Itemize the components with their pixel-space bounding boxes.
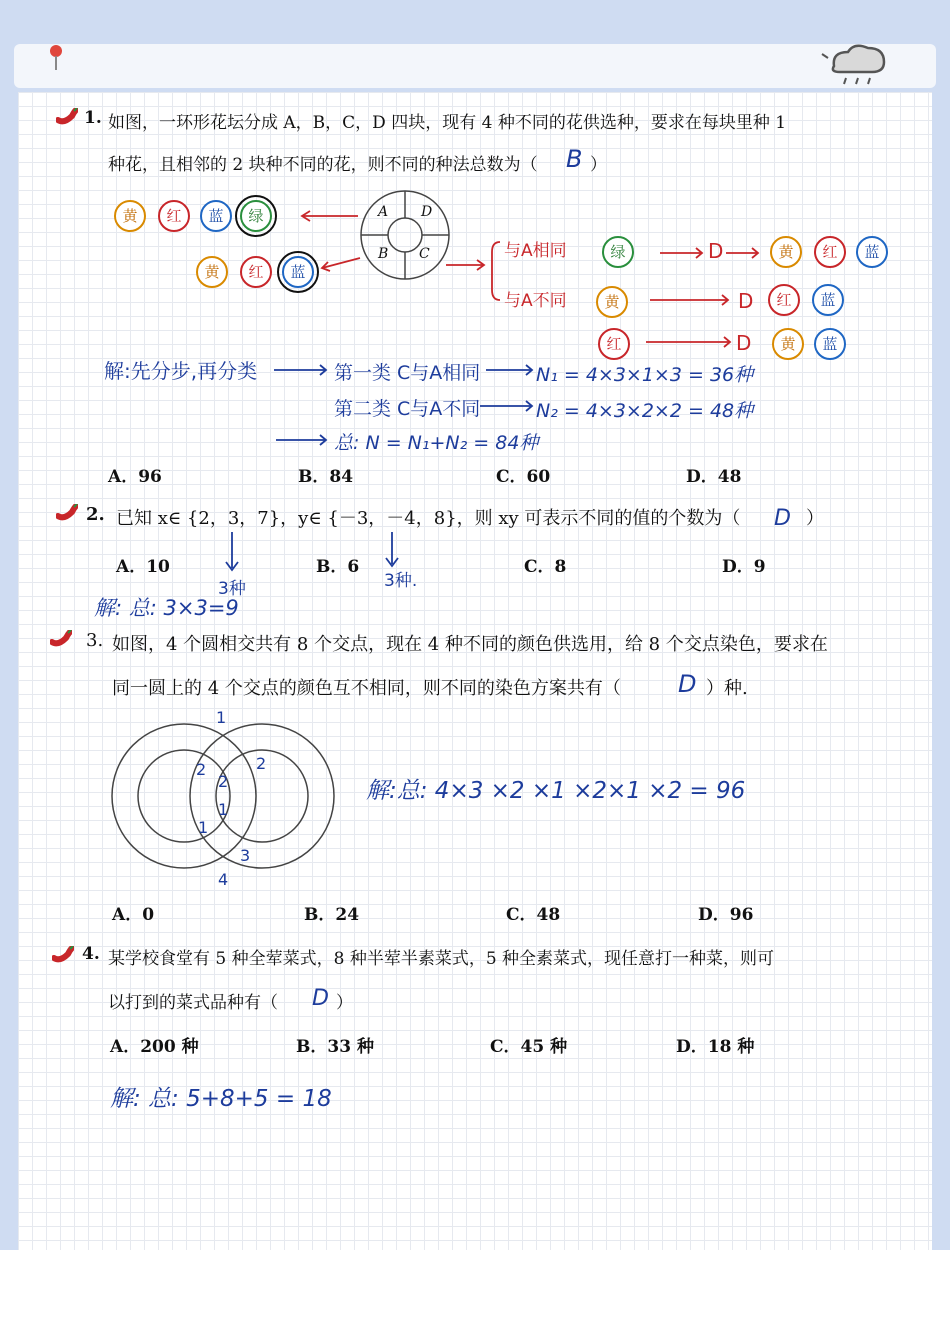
- q4-solution: 解: 总: 5+8+5 = 18: [110, 1086, 332, 1112]
- q4-line1: 某学校食堂有 5 种全荤菜式，8 种半荤半素菜式，5 种全素菜式，现任意打一种菜，则可: [108, 949, 775, 969]
- q3-line2: 同一圆上的 4 个交点的颜色互不相同，则不同的染色方案共有（: [112, 678, 621, 699]
- q1-solution-case2: 第二类 C与A不同: [334, 398, 481, 420]
- q1-b3-red: 红: [598, 328, 630, 360]
- q1-option-d: D．48: [686, 467, 742, 487]
- q3-mark-7: 3: [240, 846, 251, 865]
- pepper-icon: [52, 946, 74, 964]
- q1-label-c: C: [419, 246, 430, 262]
- q1-row2-blue: 蓝: [282, 256, 314, 288]
- q1-case-same: 与A相同: [504, 241, 567, 261]
- q1-row1-yellow: 黄: [114, 200, 146, 232]
- q4-line2: 以打到的菜式品种有（: [108, 993, 278, 1013]
- q1-option-b: B．84: [298, 467, 354, 487]
- q1-row1-blue: 蓝: [200, 200, 232, 232]
- q1-solution-head: 解:先分步,再分类: [104, 359, 258, 383]
- q3-line1: 如图，4 个圆相交共有 8 个交点，现在 4 种不同的颜色供选用，给 8 个交点染色，要求在: [112, 634, 828, 655]
- q2-note-x: 3种: [218, 579, 246, 599]
- q1-label-a: A: [378, 204, 389, 220]
- q2-option-b: B．6: [316, 557, 360, 577]
- q1-solution-total: 总: N = N₁+N₂ = 84种: [334, 432, 539, 454]
- q1-case-diff: 与A不同: [504, 291, 567, 311]
- q1-b3-yellow: 黄: [772, 328, 804, 360]
- q3-option-d: D．96: [698, 905, 754, 925]
- q1-b2-red: 红: [768, 284, 800, 316]
- q3-mark-8: 4: [218, 870, 229, 889]
- q4-line2-end: ）: [336, 993, 353, 1013]
- q3-mark-5: 1: [218, 800, 229, 819]
- q3-mark-1: 1: [216, 708, 227, 727]
- q1-b1-d: D: [708, 239, 724, 263]
- q1-label-d: D: [421, 204, 433, 220]
- q1-solution-case1-eq: N₁ = 4×3×1×3 = 36种: [536, 364, 754, 386]
- q1-option-a: A．96: [108, 467, 162, 487]
- q1-b1-yellow: 黄: [770, 236, 802, 268]
- q3-option-a: A．0: [112, 905, 155, 925]
- q1-b2-d: D: [738, 289, 754, 313]
- q1-line2-end: ）: [590, 155, 607, 175]
- q1-option-c: C．60: [496, 467, 551, 487]
- q1-number: 1.: [84, 108, 102, 128]
- q1-answer: B: [566, 145, 583, 173]
- q1-label-b: B: [378, 246, 389, 262]
- q4-option-d: D．18 种: [676, 1037, 755, 1057]
- q1-line2: 种花，且相邻的 2 块种不同的花，则不同的种法总数为（: [108, 155, 538, 175]
- rain-cloud-icon: [814, 44, 894, 88]
- q1-b3-d: D: [736, 331, 752, 355]
- q2-number: 2.: [86, 504, 105, 525]
- q3-line2-end: ）种.: [706, 678, 748, 699]
- q2-option-d: D．9: [722, 557, 766, 577]
- pepper-icon: [56, 108, 78, 126]
- q1-row1-green: 绿: [240, 200, 272, 232]
- q3-answer: D: [678, 670, 697, 698]
- q2-option-c: C．8: [524, 557, 567, 577]
- q1-b1-red: 红: [814, 236, 846, 268]
- pepper-icon: [56, 504, 78, 522]
- q2-solution: 解: 总: 3×3=9: [94, 596, 239, 620]
- header-bar: [14, 44, 936, 88]
- q1-b1-green: 绿: [602, 236, 634, 268]
- q3-option-c: C．48: [506, 905, 561, 925]
- q1-b1-blue: 蓝: [856, 236, 888, 268]
- q1-solution-case1: 第一类 C与A相同: [334, 362, 481, 384]
- pin-icon: [44, 44, 68, 72]
- q3-solution: 解:总: 4×3 ×2 ×1 ×2×1 ×2 = 96: [366, 778, 746, 804]
- q2-text: 已知 x∈ {2，3，7}，y∈ {－3，－4，8}，则 xy 可表示不同的值的个数为（: [116, 508, 741, 529]
- q1-row2-yellow: 黄: [196, 256, 228, 288]
- q1-solution-case2-eq: N₂ = 4×3×2×2 = 48种: [536, 400, 754, 422]
- q2-text-end: ）: [806, 508, 824, 529]
- q3-mark-4: 2: [256, 754, 267, 773]
- q3-mark-2: 2: [196, 760, 207, 779]
- q1-line1: 如图，一环形花坛分成 A，B，C，D 四块，现有 4 种不同的花供选种，要求在每块里种 1: [108, 113, 787, 133]
- q3-option-b: B．24: [304, 905, 360, 925]
- q1-b3-blue: 蓝: [814, 328, 846, 360]
- q2-option-a: A．10: [116, 557, 170, 577]
- q4-option-a: A．200 种: [110, 1037, 199, 1057]
- q4-number: 4.: [82, 944, 100, 964]
- q3-mark-6: 1: [198, 818, 209, 837]
- q2-answer: D: [774, 506, 791, 531]
- q3-number: 3.: [86, 630, 104, 651]
- q2-note-y: 3种.: [384, 571, 418, 591]
- q3-circles-diagram: [100, 706, 350, 892]
- q1-b2-yellow: 黄: [596, 286, 628, 318]
- q3-mark-3: 2: [218, 772, 229, 791]
- q4-option-b: B．33 种: [296, 1037, 374, 1057]
- q4-option-c: C．45 种: [490, 1037, 568, 1057]
- q4-answer: D: [312, 986, 329, 1011]
- q1-b2-blue: 蓝: [812, 284, 844, 316]
- bottom-margin: [0, 1250, 950, 1341]
- q1-row2-red: 红: [240, 256, 272, 288]
- q1-row1-red: 红: [158, 200, 190, 232]
- pepper-icon: [50, 630, 72, 648]
